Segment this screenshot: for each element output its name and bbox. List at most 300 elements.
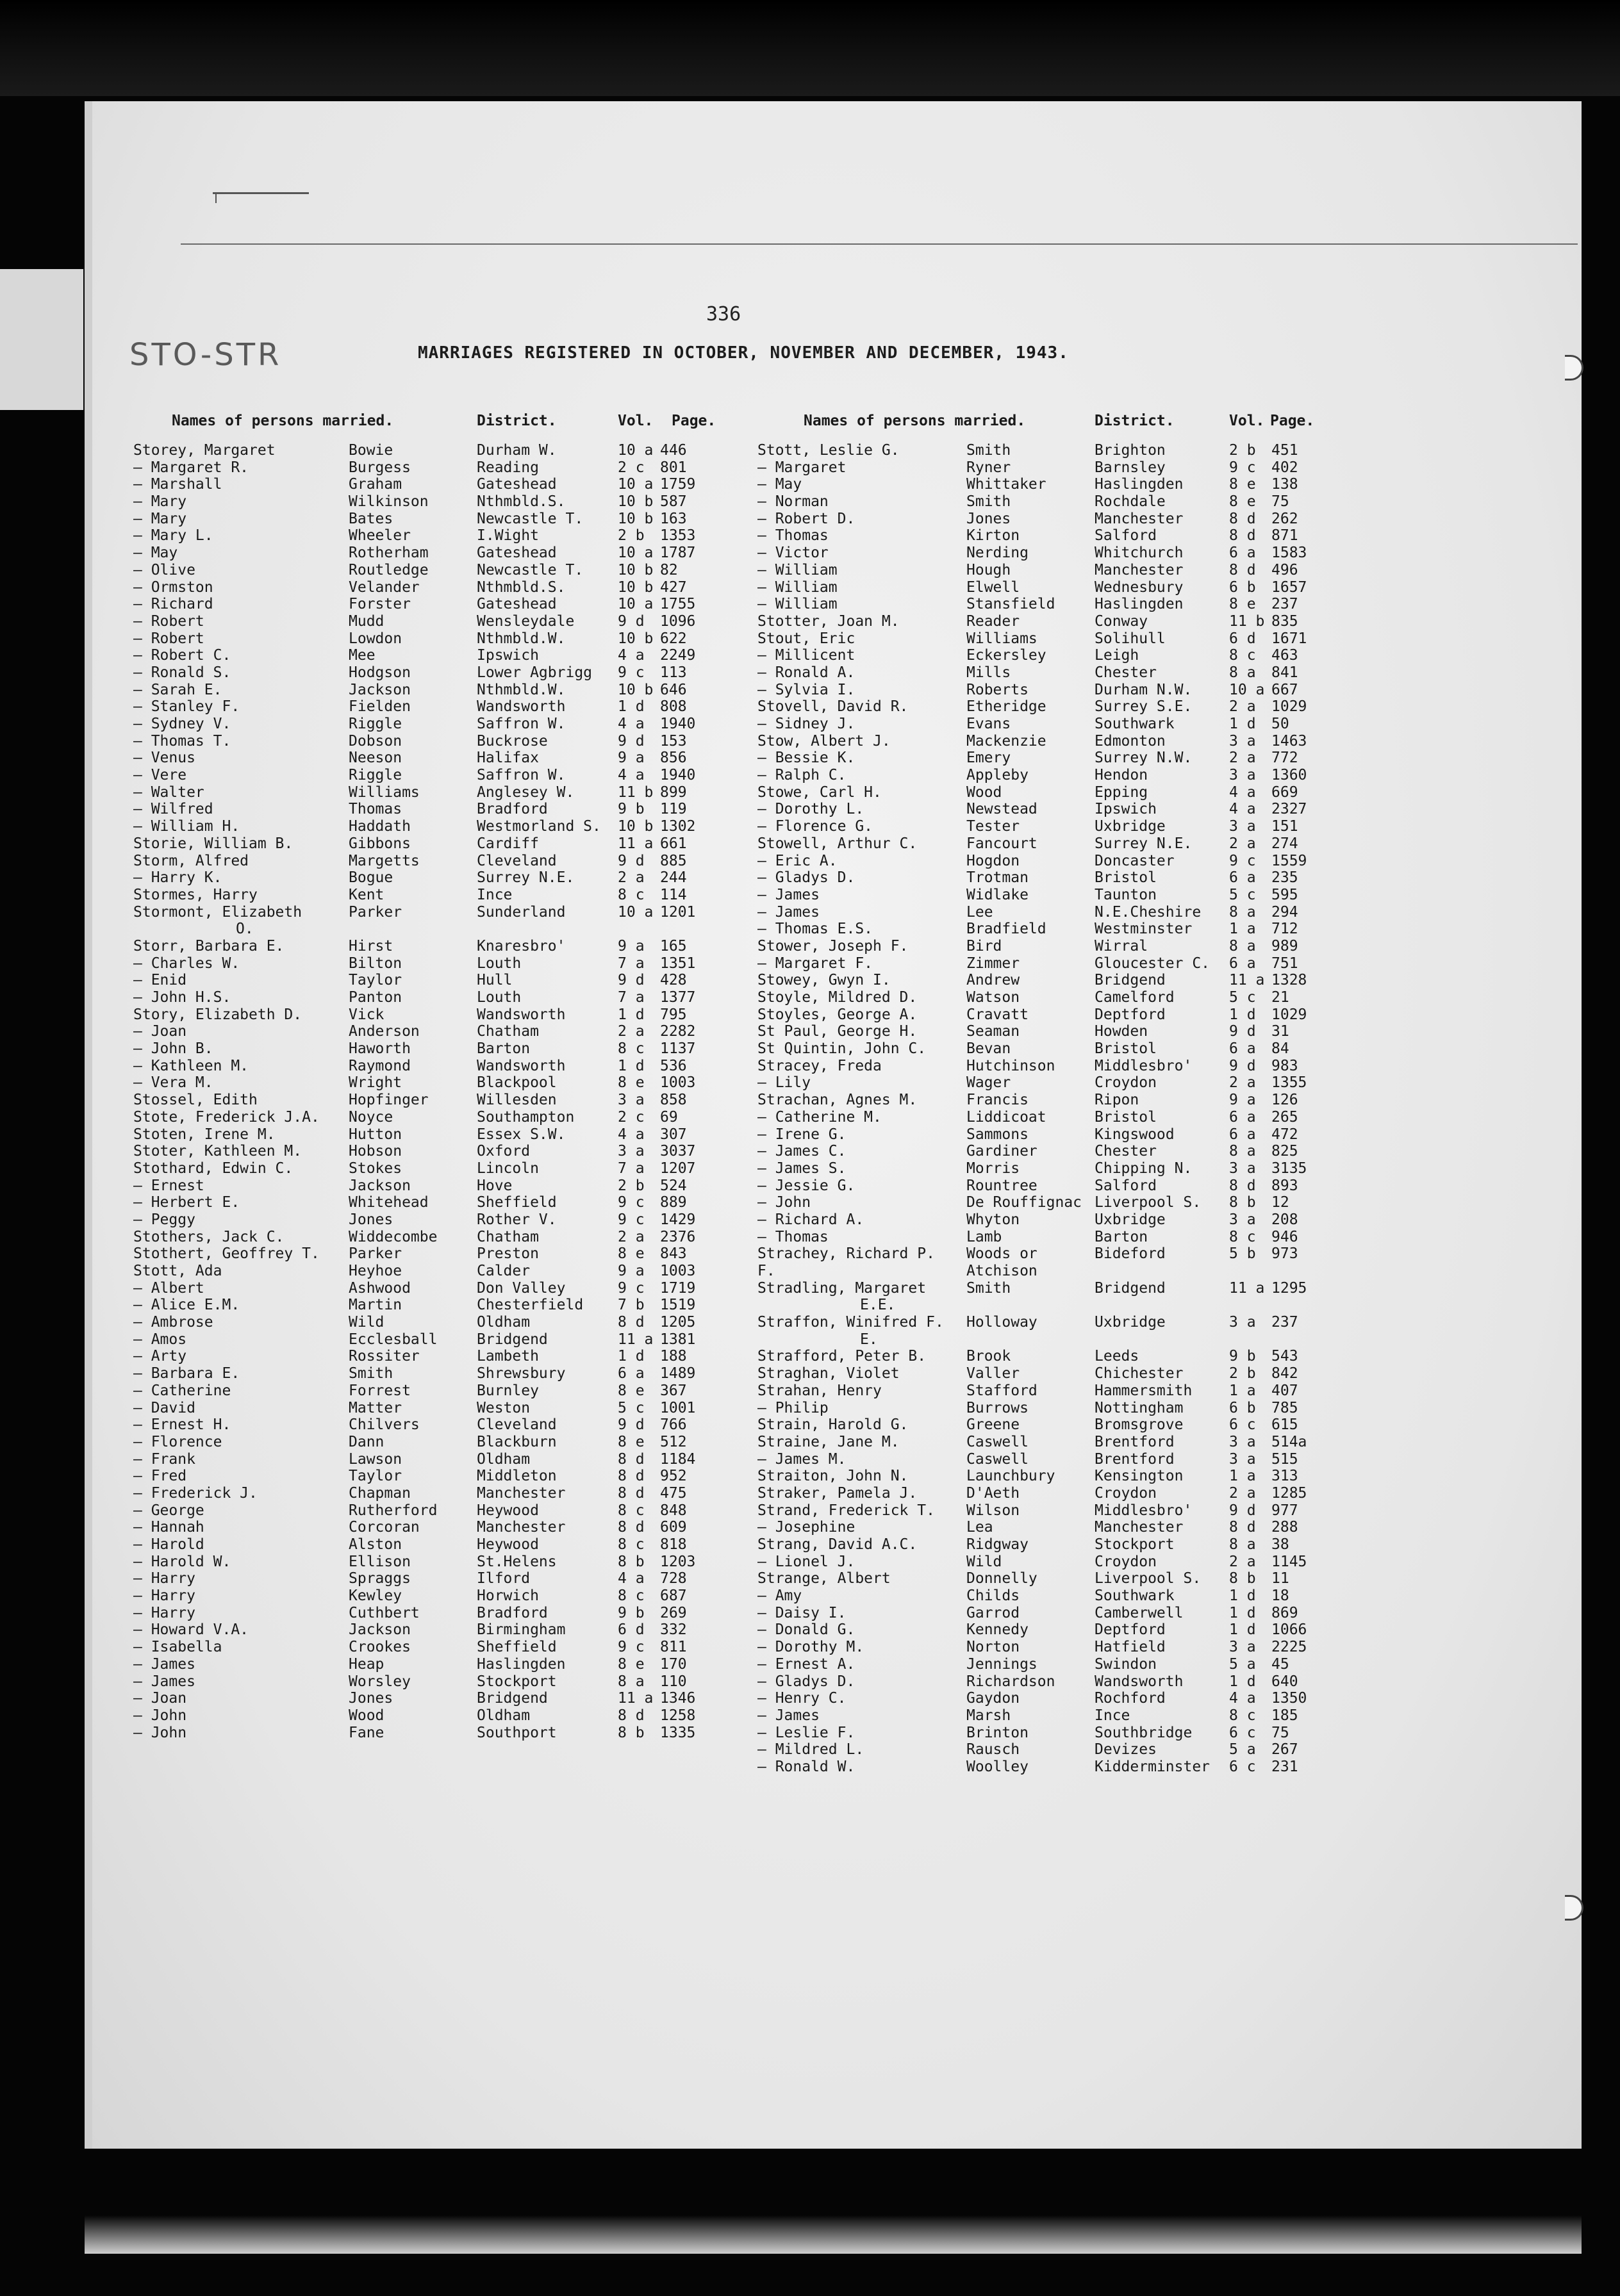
entry-district: Lambeth xyxy=(477,1348,539,1365)
entry-volume: 8 d xyxy=(618,1519,645,1536)
register-entry xyxy=(133,682,781,699)
entry-volume: 8 c xyxy=(1229,1228,1256,1245)
entry-page: 1940 xyxy=(660,716,696,732)
entry-spouse-surname: Stokes xyxy=(349,1160,402,1177)
entry-name: — Arty xyxy=(133,1348,187,1365)
entry-district: Nthmbld.W. xyxy=(477,681,566,698)
entry-volume: 6 a xyxy=(618,1365,645,1382)
entry-name: Straffon, Winifred F. xyxy=(757,1314,944,1331)
entry-page: 1029 xyxy=(1271,1006,1307,1023)
register-entry xyxy=(133,1314,781,1331)
entry-volume: 1 d xyxy=(618,1348,645,1365)
entry-name: — Robert D. xyxy=(757,510,855,527)
entry-spouse-surname: Graham xyxy=(349,476,402,493)
entry-page: 1258 xyxy=(660,1707,696,1724)
entry-volume: 8 e xyxy=(618,1655,645,1673)
entry-district: Durham N.W. xyxy=(1095,681,1193,698)
entry-page: 1346 xyxy=(660,1690,696,1707)
entry-page: 946 xyxy=(1271,1228,1298,1245)
entry-name: — Ralph C. xyxy=(757,767,847,784)
register-entry xyxy=(757,1058,1398,1075)
entry-district: Oldham xyxy=(477,1450,531,1468)
entry-district: Gateshead xyxy=(477,596,557,613)
entry-name: — Harry xyxy=(133,1604,195,1621)
entry-volume: 8 b xyxy=(1229,1570,1256,1587)
entry-volume: 5 c xyxy=(1229,989,1256,1006)
entry-spouse-surname: Burrows xyxy=(966,1399,1029,1416)
register-entry xyxy=(133,1177,781,1195)
entry-district: Brentford xyxy=(1095,1450,1175,1468)
entry-spouse-surname: Hirst xyxy=(349,937,393,955)
entry-page: 2225 xyxy=(1271,1639,1307,1656)
register-entry xyxy=(757,869,1398,887)
register-entry xyxy=(757,1690,1398,1707)
entry-name: Stott, Leslie G. xyxy=(757,442,900,459)
register-entry xyxy=(133,853,781,870)
entry-spouse-surname: Tester xyxy=(966,818,1020,835)
entry-spouse-surname: Eckersley xyxy=(966,647,1046,664)
entry-name: — Thomas T. xyxy=(133,732,231,750)
entry-page: 84 xyxy=(1271,1040,1289,1058)
register-entry xyxy=(133,1587,781,1605)
entry-name: — Peggy xyxy=(133,1211,195,1228)
header-names: Names of persons married. xyxy=(804,413,1026,429)
entry-name: — Dorothy L. xyxy=(757,801,864,818)
entry-district: Bridgend xyxy=(1095,972,1166,989)
register-entry xyxy=(133,562,781,579)
entry-volume: 1 d xyxy=(618,1057,645,1074)
entry-volume: 10 b xyxy=(618,578,654,596)
entry-spouse-surname: Wright xyxy=(349,1074,402,1092)
entry-spouse-surname: Reader xyxy=(966,612,1020,630)
entry-volume: 2 b xyxy=(618,527,645,545)
register-entry xyxy=(757,1707,1398,1725)
entry-spouse-surname: Stafford xyxy=(966,1382,1037,1399)
entry-volume: 5 b xyxy=(1229,1245,1256,1263)
entry-district: Louth xyxy=(477,989,522,1006)
entry-page: 835 xyxy=(1271,612,1298,630)
register-entry xyxy=(757,1519,1398,1536)
register-entry xyxy=(757,1502,1398,1520)
register-entry xyxy=(133,698,781,716)
entry-district: Liverpool S. xyxy=(1095,1570,1202,1587)
entry-name: — Richard xyxy=(133,596,213,613)
entry-name: — John xyxy=(133,1724,187,1741)
register-entry xyxy=(133,1639,781,1656)
register-entry xyxy=(757,1177,1398,1195)
entry-district: Ipswich xyxy=(477,647,539,664)
entry-spouse-surname: Launchbury xyxy=(966,1468,1055,1485)
register-entry xyxy=(133,1707,781,1725)
entry-name: — Walter xyxy=(133,783,204,801)
entry-volume: 1 d xyxy=(1229,1587,1256,1605)
entry-volume: 10 a xyxy=(1229,681,1265,698)
entry-spouse-surname: Chapman xyxy=(349,1484,411,1502)
entry-volume: 5 a xyxy=(1229,1741,1256,1759)
entry-volume: 2 b xyxy=(1229,442,1256,459)
register-entry xyxy=(757,716,1398,733)
entry-spouse-surname: Margetts xyxy=(349,852,420,869)
register-entry xyxy=(133,716,781,733)
entry-volume: 4 a xyxy=(1229,801,1256,818)
entry-name: — Harry K. xyxy=(133,869,222,887)
entry-name: Stovell, David R. xyxy=(757,698,909,716)
entry-district: Stockport xyxy=(477,1673,557,1690)
entry-district: Rochdale xyxy=(1095,493,1166,511)
register-entry xyxy=(133,1365,781,1382)
entry-name: — Ronald S. xyxy=(133,664,231,681)
entry-name: — James xyxy=(133,1673,195,1690)
entry-spouse-surname: Atchison xyxy=(966,1263,1037,1279)
register-entry xyxy=(133,613,781,630)
entry-district: Chichester xyxy=(1095,1365,1184,1382)
entry-spouse-surname: Hutton xyxy=(349,1126,402,1143)
entry-spouse-surname: De Rouffignac xyxy=(966,1194,1082,1211)
register-entry xyxy=(133,1725,781,1742)
register-entry xyxy=(133,579,781,596)
register-entry xyxy=(757,1400,1398,1417)
entry-name: Storm, Alfred xyxy=(133,852,249,869)
entry-volume: 8 d xyxy=(1229,527,1256,545)
register-entry xyxy=(133,527,781,545)
entry-page: 1355 xyxy=(1271,1074,1307,1092)
entry-name: F. xyxy=(757,1263,775,1279)
register-entry xyxy=(757,1006,1398,1024)
entry-spouse-surname: Routledge xyxy=(349,561,429,578)
entry-district: Westminster xyxy=(1095,921,1193,938)
entry-spouse-surname: Greene xyxy=(966,1416,1020,1434)
entry-volume: 9 b xyxy=(618,1604,645,1621)
entry-district: Southport xyxy=(477,1724,557,1741)
entry-volume: 10 b xyxy=(618,510,654,527)
entry-spouse-surname: Widdecombe xyxy=(349,1228,438,1245)
register-entry xyxy=(757,1673,1398,1691)
entry-volume: 8 a xyxy=(1229,937,1256,955)
entry-volume: 2 b xyxy=(1229,1365,1256,1382)
entry-district: Stockport xyxy=(1095,1536,1175,1553)
register-entry xyxy=(757,647,1398,664)
entry-page: 126 xyxy=(1271,1092,1298,1109)
register-entry xyxy=(757,1416,1398,1434)
entry-district: Saffron W. xyxy=(477,767,566,784)
entry-volume: 9 c xyxy=(1229,459,1256,476)
entry-spouse-surname: Newstead xyxy=(966,801,1037,818)
entry-name: — Frank xyxy=(133,1450,195,1468)
entry-page: 899 xyxy=(660,783,687,801)
entry-district: Blackburn xyxy=(477,1433,557,1450)
register-entry xyxy=(757,596,1398,613)
entry-page: 496 xyxy=(1271,561,1298,578)
entry-page: 640 xyxy=(1271,1673,1298,1690)
entry-spouse-surname: Lea xyxy=(966,1519,993,1536)
entry-name: Storr, Barbara E. xyxy=(133,937,285,955)
entry-page: 766 xyxy=(660,1416,687,1434)
entry-district: Ripon xyxy=(1095,1092,1139,1109)
entry-spouse-surname: Martin xyxy=(349,1297,402,1314)
entry-spouse-surname: Crookes xyxy=(349,1639,411,1656)
entry-spouse-surname: Brook xyxy=(966,1348,1011,1365)
entry-district: Middlesbro' xyxy=(1095,1057,1193,1074)
register-entry xyxy=(133,1211,781,1229)
entry-name: Stower, Joseph F. xyxy=(757,937,909,955)
entry-volume: 9 c xyxy=(618,1194,645,1211)
entry-page: 50 xyxy=(1271,716,1289,732)
entry-volume: 8 c xyxy=(618,1502,645,1519)
entry-spouse-surname: Wood xyxy=(349,1707,384,1724)
entry-volume: 3 a xyxy=(1229,767,1256,784)
entry-volume: 9 b xyxy=(1229,1348,1256,1365)
register-entry xyxy=(133,511,781,528)
entry-district: Sunderland xyxy=(477,903,566,921)
entry-spouse-surname: Rountree xyxy=(966,1177,1037,1194)
entry-spouse-surname: Williams xyxy=(966,630,1037,647)
entry-spouse-surname: Thomas xyxy=(349,801,402,818)
entry-spouse-surname: Francis xyxy=(966,1092,1029,1109)
entry-page: 69 xyxy=(660,1108,678,1126)
entry-page: 543 xyxy=(1271,1348,1298,1365)
entry-page: 818 xyxy=(660,1536,687,1553)
register-entry xyxy=(133,869,781,887)
entry-spouse-surname: Evans xyxy=(966,716,1011,732)
entry-district: Brighton xyxy=(1095,442,1166,459)
entry-name: — James C. xyxy=(757,1143,847,1160)
entry-page: 2282 xyxy=(660,1023,696,1040)
entry-name: — Thomas xyxy=(757,527,829,545)
register-entry xyxy=(757,1485,1398,1502)
entry-district: Conway xyxy=(1095,612,1148,630)
entry-spouse-surname: Smith xyxy=(966,1279,1011,1297)
entry-district: Uxbridge xyxy=(1095,1211,1166,1228)
entry-name: Stowey, Gwyn I. xyxy=(757,972,891,989)
entry-page: 595 xyxy=(1271,886,1298,903)
entry-page: 1205 xyxy=(660,1314,696,1331)
entry-name: — Margaret R. xyxy=(133,459,249,476)
register-entry xyxy=(757,1554,1398,1571)
entry-volume: 2 a xyxy=(1229,750,1256,767)
entry-page: 825 xyxy=(1271,1143,1298,1160)
register-entry xyxy=(133,1536,781,1554)
register-entry xyxy=(757,1245,1398,1263)
entry-volume: 8 d xyxy=(618,1707,645,1724)
entry-spouse-surname: Whyton xyxy=(966,1211,1020,1228)
entry-spouse-surname: Roberts xyxy=(966,681,1029,698)
entry-page: 274 xyxy=(1271,835,1298,852)
entry-page: 536 xyxy=(660,1057,687,1074)
entry-name: — Leslie F. xyxy=(757,1724,855,1741)
register-entry xyxy=(133,733,781,750)
register-entry xyxy=(133,442,781,459)
register-entry xyxy=(757,664,1398,682)
entry-spouse-surname: D'Aeth xyxy=(966,1484,1020,1502)
register-entry xyxy=(133,1092,781,1109)
entry-spouse-surname: Valler xyxy=(966,1365,1020,1382)
entry-volume: 6 b xyxy=(1229,578,1256,596)
register-entry xyxy=(133,921,781,938)
entry-name: — Robert C. xyxy=(133,647,231,664)
register-entry xyxy=(757,1263,1398,1280)
entry-spouse-surname: Bilton xyxy=(349,955,402,972)
entry-volume: 1 d xyxy=(618,1006,645,1023)
entry-district: Croydon xyxy=(1095,1553,1157,1570)
entry-spouse-surname: Hobson xyxy=(349,1143,402,1160)
register-entry xyxy=(133,1434,781,1451)
entry-name: — William xyxy=(757,596,838,613)
register-entry xyxy=(757,459,1398,477)
entry-district: Rochford xyxy=(1095,1690,1166,1707)
entry-page: 615 xyxy=(1271,1416,1298,1434)
entry-name: — Venus xyxy=(133,750,195,767)
entry-page: 185 xyxy=(1271,1707,1298,1724)
entry-spouse-surname: Heap xyxy=(349,1655,384,1673)
entry-page: 45 xyxy=(1271,1655,1289,1673)
entry-spouse-surname: Richardson xyxy=(966,1673,1055,1690)
entry-page: 1519 xyxy=(660,1297,696,1314)
entry-district: Hatfield xyxy=(1095,1639,1166,1656)
entry-volume: 6 c xyxy=(1229,1416,1256,1434)
register-entry xyxy=(133,647,781,664)
register-entry xyxy=(133,664,781,682)
entry-name: — Marshall xyxy=(133,476,222,493)
entry-volume: 10 b xyxy=(618,561,654,578)
entry-spouse-surname: Wild xyxy=(349,1314,384,1331)
entry-name: — John xyxy=(133,1707,187,1724)
entry-page: 428 xyxy=(660,972,687,989)
entry-volume: 11 a xyxy=(618,1331,654,1348)
register-entry xyxy=(133,1468,781,1485)
entry-spouse-surname: Trotman xyxy=(966,869,1029,887)
register-entry xyxy=(757,1434,1398,1451)
register-entry xyxy=(757,1759,1398,1776)
entry-spouse-surname: Hough xyxy=(966,561,1011,578)
entry-district: Sheffield xyxy=(477,1194,557,1211)
register-entry xyxy=(757,972,1398,989)
entry-spouse-surname: Hutchinson xyxy=(966,1057,1055,1074)
entry-volume: 9 d xyxy=(618,1416,645,1434)
entry-volume: 1 a xyxy=(1229,1468,1256,1485)
register-entry xyxy=(757,921,1398,938)
entry-page: 269 xyxy=(660,1604,687,1621)
entry-volume: 2 c xyxy=(618,1108,645,1126)
entry-district: Hammersmith xyxy=(1095,1382,1193,1399)
register-entry xyxy=(757,818,1398,835)
entry-spouse-surname: Zimmer xyxy=(966,955,1020,972)
entry-district: Preston xyxy=(477,1245,539,1263)
register-entry xyxy=(757,1314,1398,1331)
entry-spouse-surname: Morris xyxy=(966,1160,1020,1177)
entry-page: 265 xyxy=(1271,1108,1298,1126)
entry-name: — Harold W. xyxy=(133,1553,231,1570)
entry-spouse-surname: Lee xyxy=(966,903,993,921)
entry-name: — Frederick J. xyxy=(133,1484,258,1502)
entry-volume: 8 d xyxy=(1229,1177,1256,1194)
entry-volume: 9 d xyxy=(1229,1057,1256,1074)
entry-district: Wandsworth xyxy=(477,1057,566,1074)
entry-name: — James M. xyxy=(757,1450,847,1468)
entry-district: Manchester xyxy=(1095,561,1184,578)
entry-name: — May xyxy=(133,545,178,562)
entry-name: — Vera M. xyxy=(133,1074,213,1092)
entry-district: Wandsworth xyxy=(1095,1673,1184,1690)
entry-volume: 8 b xyxy=(618,1553,645,1570)
entry-district: Kensington xyxy=(1095,1468,1184,1485)
entry-name: Stout, Eric xyxy=(757,630,855,647)
film-border-top xyxy=(0,0,1620,96)
entry-district: Swindon xyxy=(1095,1655,1157,1673)
register-entry xyxy=(757,698,1398,716)
entry-district: Croydon xyxy=(1095,1484,1157,1502)
header-page: Page. xyxy=(672,413,716,429)
left-column xyxy=(133,409,781,1741)
entry-volume: 4 a xyxy=(618,1570,645,1587)
entry-district: Middleton xyxy=(477,1468,557,1485)
entry-volume: 9 a xyxy=(1229,1092,1256,1109)
entry-district: Heywood xyxy=(477,1536,539,1553)
entry-volume: 8 e xyxy=(618,1433,645,1450)
entry-name: — Charles W. xyxy=(133,955,240,972)
register-entry xyxy=(757,1331,1398,1349)
entry-volume: 9 d xyxy=(618,852,645,869)
entry-name: — Donald G. xyxy=(757,1621,855,1639)
entry-spouse-surname: Worsley xyxy=(349,1673,411,1690)
entry-district: Deptford xyxy=(1095,1006,1166,1023)
entry-page: 231 xyxy=(1271,1758,1298,1775)
entry-spouse-surname: Hogdon xyxy=(966,852,1020,869)
register-entry xyxy=(757,904,1398,921)
register-entry xyxy=(133,989,781,1006)
entry-spouse-surname: Widlake xyxy=(966,886,1029,903)
top-rule xyxy=(181,243,1578,245)
entry-page: 1719 xyxy=(660,1279,696,1297)
entry-spouse-surname: Cravatt xyxy=(966,1006,1029,1023)
register-entry xyxy=(133,1297,781,1314)
entry-spouse-surname: Taylor xyxy=(349,1468,402,1485)
entry-page: 1671 xyxy=(1271,630,1307,647)
entry-page: 1381 xyxy=(660,1331,696,1348)
entry-district: Nthmbld.W. xyxy=(477,630,566,647)
entry-volume: 8 d xyxy=(1229,561,1256,578)
register-entry xyxy=(133,1673,781,1691)
entry-page: 751 xyxy=(1271,955,1298,972)
entry-name: E. xyxy=(860,1331,878,1348)
entry-spouse-surname: Seaman xyxy=(966,1023,1020,1040)
register-entry xyxy=(133,1229,781,1246)
entry-name: — Henry C. xyxy=(757,1690,847,1707)
register-entry xyxy=(757,579,1398,596)
entry-page: 12 xyxy=(1271,1194,1289,1211)
entry-page: 842 xyxy=(1271,1365,1298,1382)
register-entry xyxy=(133,1554,781,1571)
entry-spouse-surname: Jackson xyxy=(349,1621,411,1639)
register-entry xyxy=(133,784,781,801)
left-entries xyxy=(133,442,781,1741)
register-entry xyxy=(757,1570,1398,1587)
entry-volume: 9 c xyxy=(618,664,645,681)
entry-name: — Daisy I. xyxy=(757,1604,847,1621)
entry-name: — Olive xyxy=(133,561,195,578)
entry-spouse-surname: Riggle xyxy=(349,716,402,732)
margin-tick-mark xyxy=(213,192,309,194)
entry-district: Manchester xyxy=(1095,1519,1184,1536)
entry-page: 1787 xyxy=(660,545,696,562)
entry-spouse-surname: Donnelly xyxy=(966,1570,1037,1587)
entry-spouse-surname: Smith xyxy=(966,493,1011,511)
entry-page: 1137 xyxy=(660,1040,696,1058)
entry-spouse-surname: Heyhoe xyxy=(349,1263,402,1279)
entry-page: 687 xyxy=(660,1587,687,1605)
entry-volume: 8 d xyxy=(618,1314,645,1331)
entry-page: 1377 xyxy=(660,989,696,1006)
entry-spouse-surname: Bevan xyxy=(966,1040,1011,1058)
